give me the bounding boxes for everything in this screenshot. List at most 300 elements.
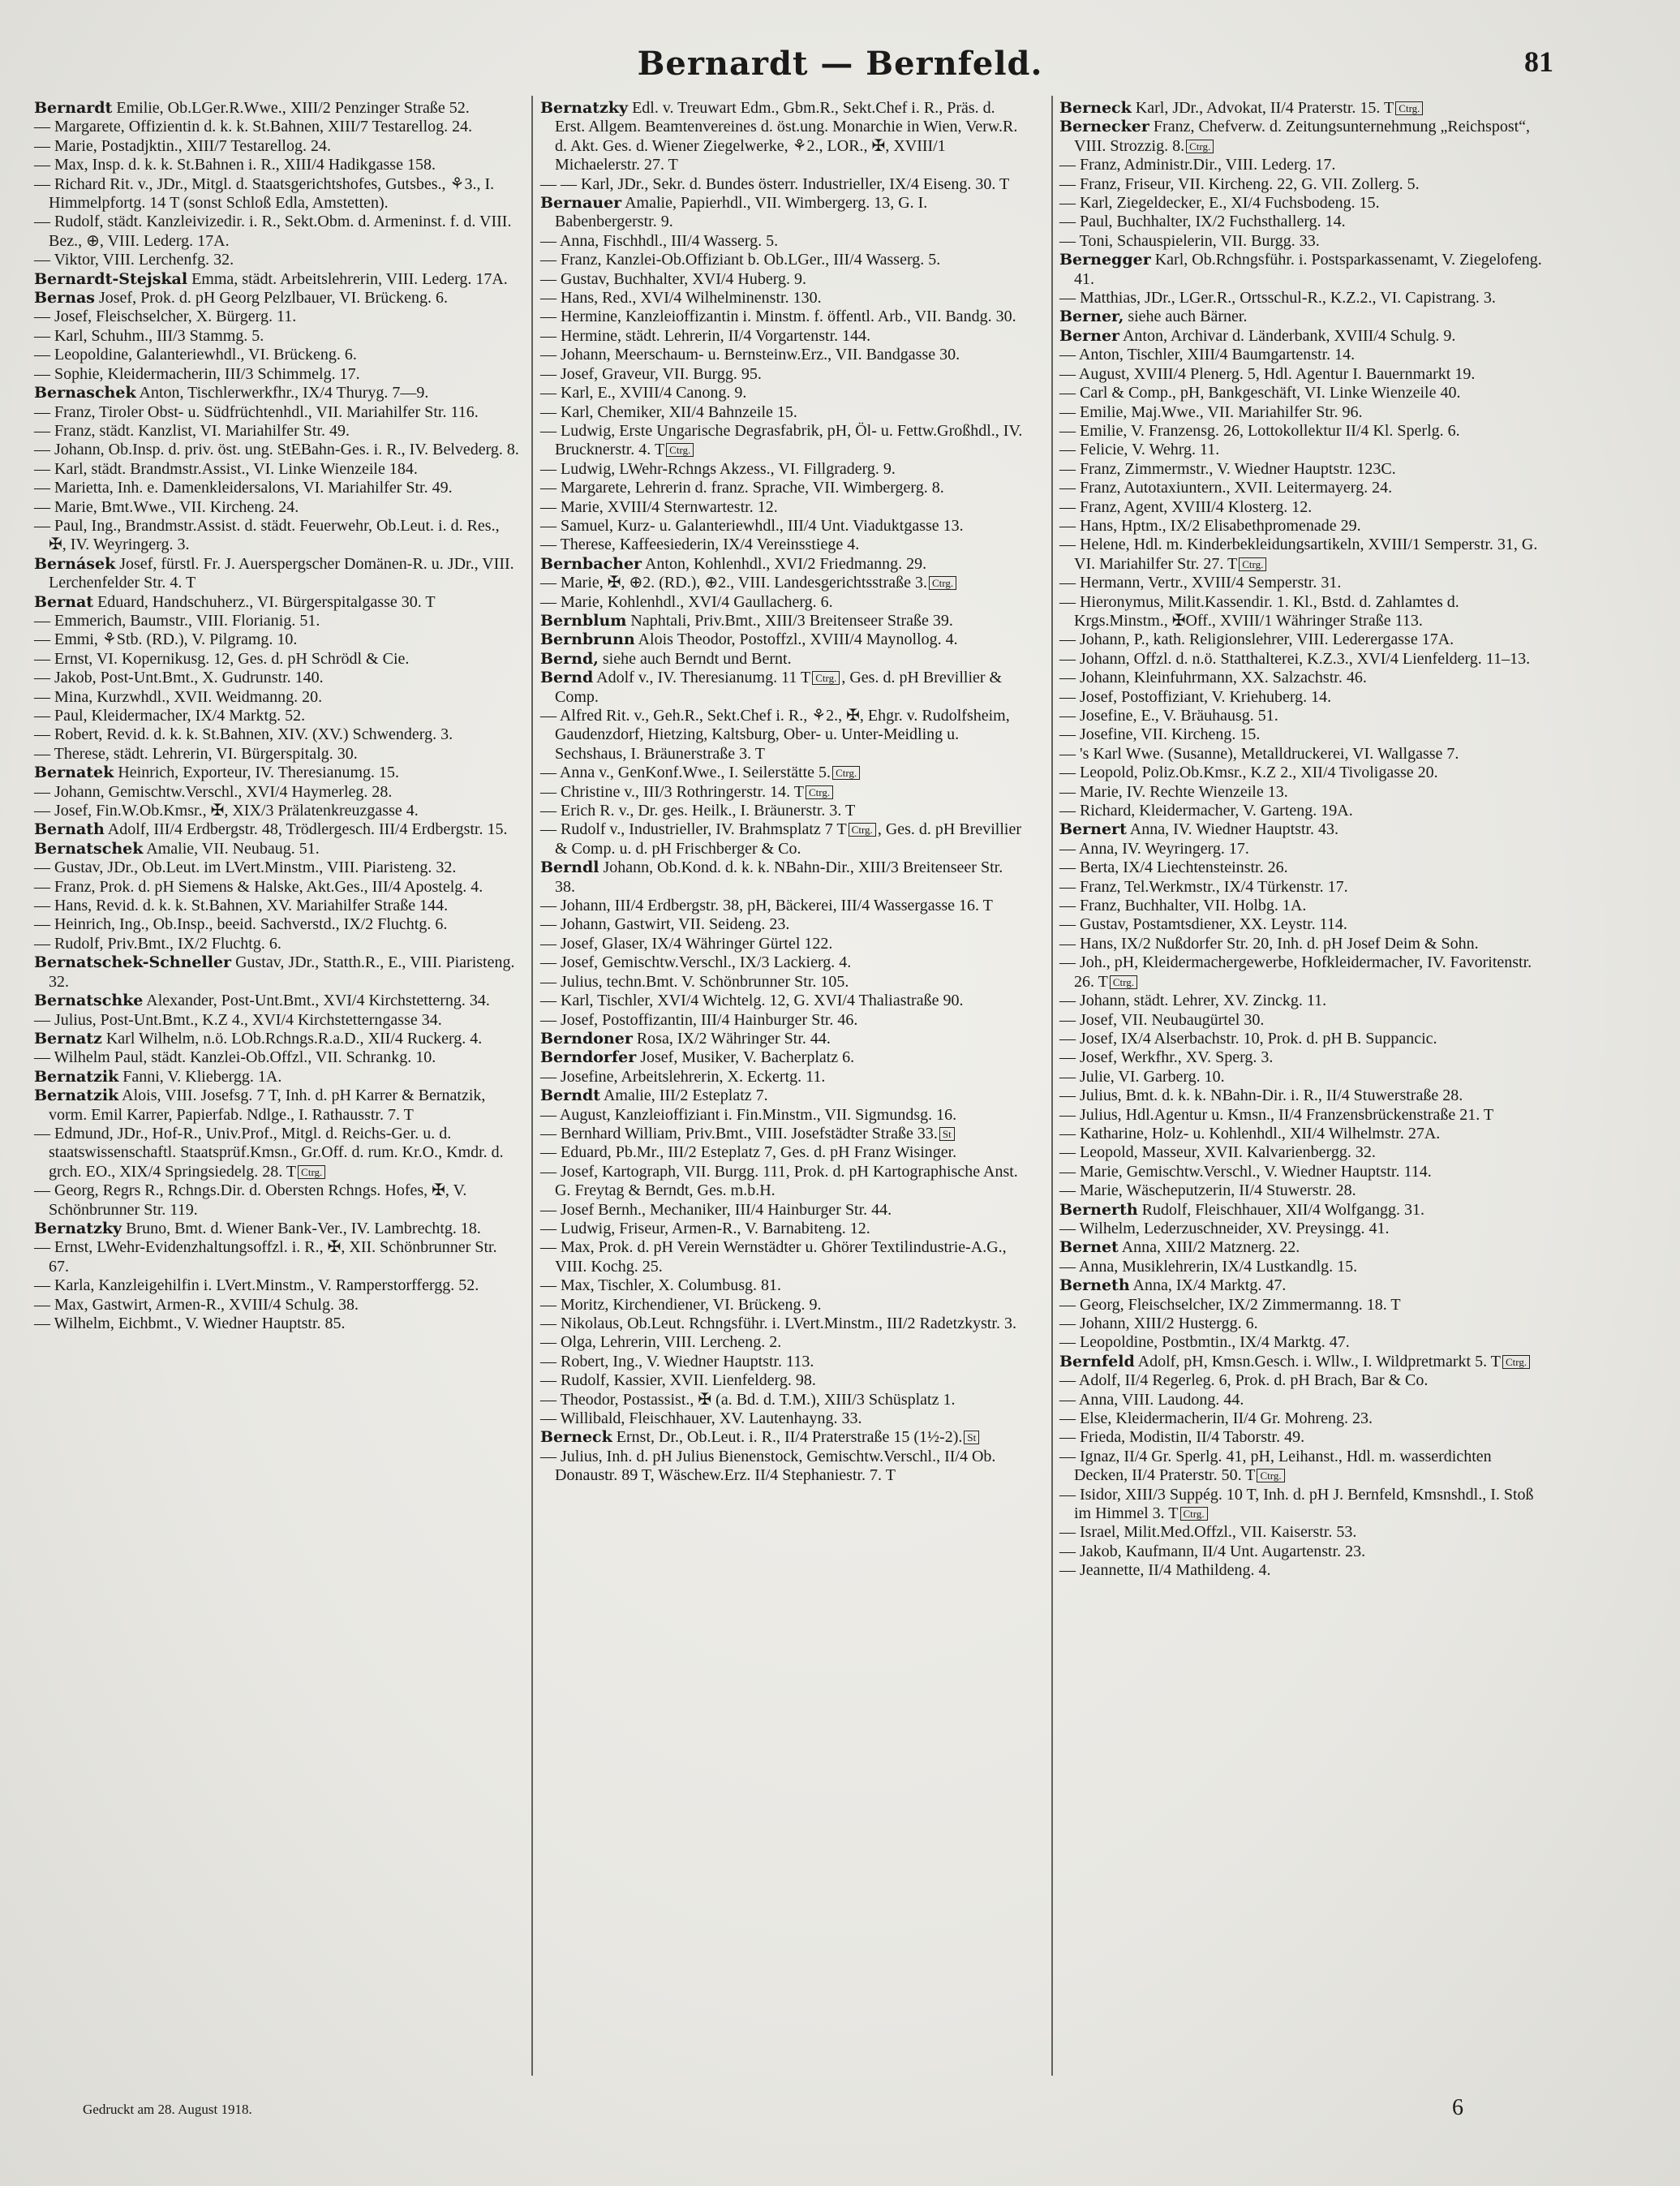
entry-text: — Rudolf v., Industrieller, IV. Brahmsplatz 7 T [540, 820, 847, 839]
entry-text: Bruno, Bmt. d. Wiener Bank-Ver., IV. Lambrechtg. 18. [122, 1219, 481, 1237]
directory-entry [1059, 878, 1546, 897]
entry-text: — Johann, Meerschaum- u. Bernsteinw.Erz., VII. Bandgasse 30. [540, 346, 960, 364]
entry-text: Adolf v., IV. Theresianumg. 11 T [593, 669, 811, 687]
entry-text: — Therese, städt. Lehrerin, VI. Bürgerspitalg. 30. [34, 744, 358, 763]
directory-entry [540, 1068, 1027, 1087]
entry-surname: Bernardt-Stejskal [34, 269, 188, 288]
entry-text: — Emilie, V. Franzensg. 26, Lottokollektur II/4 Kl. Sperlg. 6. [1059, 421, 1460, 440]
entry-text: — Israel, Milit.Med.Offzl., VII. Kaiserstr. 53. [1059, 1523, 1357, 1542]
directory-entry [540, 1106, 1027, 1125]
directory-entry [34, 118, 521, 136]
directory-entry [1059, 1238, 1546, 1257]
entry-text: — Johann, Offzl. d. n.ö. Statthalterei, K.Z.3., XVI/4 Lienfelderg. 11–13. [1059, 649, 1531, 668]
entry-text: Anton, Kohlenhdl., XVI/2 Friedmanng. 29. [642, 554, 927, 573]
directory-entry [1059, 118, 1546, 156]
entry-text: — Joh., pH, Kleidermachergewerbe, Hofkleidermacher, IV. Favoritenstr. 26. T [1059, 953, 1532, 991]
directory-entry [540, 669, 1027, 707]
entry-text-continued: , Ges. d. pH Brevillier & Comp. [555, 669, 1003, 706]
directory-entry [34, 745, 521, 764]
directory-entry [1059, 1353, 1546, 1371]
entry-text: Alexander, Post-Unt.Bmt., XVI/4 Kirchstetterng. 34. [143, 992, 490, 1010]
entry-text: Alois, VIII. Josefsg. 7 T, Inh. d. pH Karrer & Bernatzik, vorm. Emil Karrer, Papierfab. Ndlge., I. Rathausstr. 7. T [49, 1087, 486, 1124]
entry-text: — Gustav, Buchhalter, XVI/4 Huberg. 9. [540, 269, 807, 288]
entry-surname: Bernbacher [540, 554, 642, 573]
directory-entry [1059, 403, 1546, 422]
directory-entry [1059, 346, 1546, 364]
directory-entry [34, 783, 521, 802]
entry-surname: Bernatzky [34, 1219, 122, 1237]
entry-text-continued: , Ges. d. pH Brevillier & Comp. u. d. pH Frischberger & Co. [555, 820, 1021, 858]
entry-text: — Olga, Lehrerin, VIII. Lercheng. 2. [540, 1333, 782, 1352]
directory-entry [540, 1125, 1027, 1143]
entry-text: — Rudolf, Kassier, XVII. Lienfelderg. 98. [540, 1371, 816, 1390]
directory-entry [1059, 1391, 1546, 1409]
directory-entry [540, 707, 1027, 764]
entry-text: — Robert, Ing., V. Wiedner Hauptstr. 113. [540, 1352, 814, 1371]
entry-text: — — Karl, JDr., Sekr. d. Bundes österr. Industrieller, IX/4 Eiseng. 30. T [540, 174, 1010, 193]
directory-entry [1059, 669, 1546, 687]
directory-entry [34, 99, 521, 118]
entry-text: — Josef, Werkfhr., XV. Sperg. 3. [1059, 1048, 1274, 1067]
directory-entry [540, 1315, 1027, 1333]
directory-entry [34, 1011, 521, 1030]
directory-entry [1059, 289, 1546, 308]
entry-text: — Johann, Kleinfuhrmann, XX. Salzachstr. 46. [1059, 669, 1367, 687]
entry-surname: Berndt [540, 1087, 601, 1105]
entry-text: — Alfred Rit. v., Geh.R., Sekt.Chef i. R., ⚘2., ✠, Ehgr. v. Rudolfsheim, Gaudenzdorf, Hietzing, Kaltsburg, Ober- u. Unter-Meidling u. Sechshaus, I. Bräunerstraße 3. T [540, 707, 1010, 763]
entry-surname: Bernatzik [34, 1087, 119, 1105]
directory-entry [1059, 99, 1546, 118]
entry-text: — Franz, Friseur, VII. Kircheng. 22, G. VII. Zollerg. 5. [1059, 174, 1420, 193]
entry-text: — Emmi, ⚘Stb. (RD.), V. Pilgramg. 10. [34, 630, 298, 649]
directory-entry [34, 156, 521, 174]
entry-surname: Bernert [1059, 820, 1127, 839]
directory-entry [34, 650, 521, 669]
entry-text: — Julius, Post-Unt.Bmt., K.Z 4., XVI/4 Kirchstetterngasse 34. [34, 1010, 442, 1029]
entry-surname: Bernatzky [540, 99, 629, 117]
entry-text: — Carl & Comp., pH, Bankgeschäft, VI. Linke Wienzeile 40. [1059, 384, 1461, 402]
directory-entry [540, 1143, 1027, 1162]
directory-entry [540, 1371, 1027, 1390]
entry-text: — Hans, Revid. d. k. k. St.Bahnen, XV. Mariahilfer Straße 144. [34, 897, 449, 915]
entry-text: — Hieronymus, Milit.Kassendir. 1. Kl., Bstd. d. Zahlamtes d. Krgs.Minstm., ✠Off., XVIII/1 Währinger Straße 113. [1059, 592, 1459, 630]
directory-entry [540, 1448, 1027, 1486]
entry-text: — Karl, Chemiker, XII/4 Bahnzeile 15. [540, 402, 797, 421]
entry-text: — Emilie, Maj.Wwe., VII. Mariahilfer Str. 96. [1059, 402, 1363, 421]
directory-entry [34, 498, 521, 517]
page-footer [0, 2095, 1680, 2150]
directory-entry [540, 1409, 1027, 1428]
entry-text: — Ludwig, Friseur, Armen-R., V. Barnabiteng. 12. [540, 1219, 870, 1237]
entry-text: — Anton, Tischler, XIII/4 Baumgartenstr. 14. [1059, 346, 1356, 364]
entry-text: siehe auch Berndt und Bernt. [598, 649, 792, 668]
directory-entry [34, 915, 521, 934]
entry-text: — Richard, Kleidermacher, V. Garteng. 19A. [1059, 802, 1353, 820]
entry-surname: Bernblum [540, 611, 627, 630]
entry-text: — Gustav, Postamtsdiener, XX. Leystr. 114. [1059, 915, 1347, 934]
directory-entry [1059, 1486, 1546, 1524]
entry-text: Karl, JDr., Advokat, II/4 Praterstr. 15. T [1131, 99, 1394, 117]
entry-badge: St [964, 1431, 979, 1444]
directory-entry [540, 1353, 1027, 1371]
entry-text: — Wilhelm, Eichbmt., V. Wiedner Hauptstr. 85. [34, 1315, 346, 1332]
directory-entry [540, 820, 1027, 858]
entry-surname: Bernas [34, 289, 95, 308]
directory-entry [540, 1276, 1027, 1295]
directory-entry [540, 1087, 1027, 1105]
directory-entry [34, 517, 521, 555]
entry-text: — Margarete, Offizientin d. k. k. St.Bahnen, XIII/7 Testarellog. 24. [34, 118, 473, 136]
entry-surname: Bernd [540, 669, 594, 687]
directory-entry [1059, 1258, 1546, 1276]
directory-entry [540, 1030, 1027, 1048]
directory-entry [1059, 156, 1546, 174]
directory-entry [34, 308, 521, 326]
directory-entry [1059, 327, 1546, 346]
entry-text: — Helene, Hdl. m. Kinderbekleidungsartikeln, XVIII/1 Semperstr. 31, G. VI. Mariahilfer Str. 27. T [1059, 536, 1538, 573]
directory-entry [34, 270, 521, 289]
entry-text: — Franz, Zimmermstr., V. Wiedner Hauptstr. 123C. [1059, 459, 1396, 478]
directory-entry [1059, 630, 1546, 649]
entry-text: — Matthias, JDr., LGer.R., Ortsschul-R., K.Z.2., VI. Capistrang. 3. [1059, 289, 1496, 308]
directory-entry [1059, 745, 1546, 764]
entry-surname: Bernásek [34, 554, 116, 573]
entry-text: — Moritz, Kirchendiener, VI. Brückeng. 9. [540, 1295, 822, 1314]
directory-entry [540, 1048, 1027, 1067]
entry-text: — Erich R. v., Dr. ges. Heilk., I. Bräunerstr. 3. T [540, 802, 856, 820]
directory-entry [34, 346, 521, 364]
directory-entry [34, 1276, 521, 1295]
entry-text: Emma, städt. Arbeitslehrerin, VIII. Lederg. 17A. [187, 269, 508, 288]
entry-text: — Johann, XIII/2 Hustergg. 6. [1059, 1315, 1258, 1332]
directory-column-2 [540, 99, 1027, 1486]
entry-text: — Josef, Glaser, IX/4 Währinger Gürtel 122. [540, 934, 833, 953]
directory-entry [540, 1238, 1027, 1276]
directory-entry [540, 403, 1027, 422]
entry-text: — Marie, Wäscheputzerin, II/4 Stuwerstr. 28. [1059, 1181, 1356, 1200]
directory-entry [1059, 783, 1546, 802]
entry-text: — Hans, IX/2 Nußdorfer Str. 20, Inh. d. pH Josef Deim & Sohn. [1059, 934, 1479, 953]
column-divider [1051, 96, 1053, 2076]
directory-entry [34, 764, 521, 782]
entry-text: — Josef, Gemischtw.Verschl., IX/3 Lackierg. 4. [540, 953, 852, 972]
entry-text: Johann, Ob.Kond. d. k. k. NBahn-Dir., XIII/3 Breitenseer Str. 38. [555, 858, 1003, 896]
entry-text: Karl Wilhelm, n.ö. LOb.Rchngs.R.a.D., XII/4 Ruckerg. 4. [101, 1029, 483, 1048]
directory-entry [34, 1296, 521, 1315]
directory-entry [1059, 574, 1546, 592]
directory-entry [1059, 725, 1546, 744]
entry-text: — Rudolf, städt. Kanzleivizedir. i. R., Sekt.Obm. d. Armeninst. f. d. VIII. Bez., ⊕, VIII. Lederg. 17A. [34, 213, 512, 250]
directory-column-3 [1059, 99, 1546, 1581]
entry-text: Heinrich, Exporteur, IV. Theresianumg. 15. [114, 764, 400, 782]
directory-entry [540, 422, 1027, 460]
entry-badge: Ctrg. [849, 823, 876, 837]
directory-entry [1059, 1333, 1546, 1352]
entry-text: — Georg, Regrs R., Rchngs.Dir. d. Obersten Rchngs. Hofes, ✠, V. Schönbrunner Str. 119. [34, 1181, 467, 1219]
directory-entry [540, 175, 1027, 194]
directory-entry [540, 1333, 1027, 1352]
directory-entry [1059, 593, 1546, 631]
entry-text: — Marie, Bmt.Wwe., VII. Kircheng. 24. [34, 497, 299, 516]
directory-entry [540, 346, 1027, 364]
directory-entry [1059, 1409, 1546, 1428]
directory-entry [1059, 251, 1546, 289]
entry-text: Edl. v. Treuwart Edm., Gbm.R., Sekt.Chef i. R., Präs. d. Erst. Allgem. Beamtenvereines d. öst.ung. Monarchie in Wien, Verw.R. d. Akt. Ges. d. Wiener Ziegelwerke, ⚘2., LOR., ✠, XVIII/1 Michaelerstr. 27. T [555, 99, 1018, 174]
entry-text: — Anna, VIII. Laudong. 44. [1059, 1390, 1244, 1409]
entry-text: — Franz, Prok. d. pH Siemens & Halske, Akt.Ges., III/4 Apostelg. 4. [34, 877, 483, 896]
entry-text: — 's Karl Wwe. (Susanne), Metalldruckerei, VI. Wallgasse 7. [1059, 744, 1459, 763]
entry-text: — Josef, Kartograph, VII. Burgg. 111, Prok. d. pH Kartographische Anst. G. Freytag & Berndt, Ges. m.b.H. [540, 1162, 1018, 1200]
directory-entry [540, 479, 1027, 497]
entry-text: — Josefine, VII. Kircheng. 15. [1059, 725, 1261, 744]
entry-text: Rosa, IX/2 Währinger Str. 44. [632, 1029, 831, 1048]
directory-entry [1059, 1296, 1546, 1315]
entry-text: — Leopoldine, Galanteriewhdl., VI. Brückeng. 6. [34, 346, 357, 364]
directory-entry [540, 858, 1027, 897]
directory-entry [1059, 840, 1546, 858]
entry-text: — Anna, IV. Weyringerg. 17. [1059, 839, 1249, 858]
directory-entry [34, 802, 521, 820]
entry-text: — Felicie, V. Wehrg. 11. [1059, 441, 1220, 459]
directory-entry [34, 1030, 521, 1048]
entry-text: — Anna v., GenKonf.Wwe., I. Seilerstätte 5. [540, 764, 831, 782]
directory-entry [34, 213, 521, 251]
entry-text: Alois Theodor, Postoffzl., XVIII/4 Maynollog. 4. [634, 630, 958, 649]
directory-entry [540, 365, 1027, 384]
directory-entry [540, 251, 1027, 269]
entry-text: — Julius, Inh. d. pH Julius Bienenstock, Gemischtw.Verschl., II/4 Ob. Donaustr. 89 T, Wäschew.Erz. II/4 Stephaniestr. 7. T [540, 1447, 996, 1485]
entry-text: — Gustav, JDr., Ob.Leut. im LVert.Minstm., VIII. Piaristeng. 32. [34, 858, 457, 877]
directory-entry [540, 498, 1027, 517]
entry-text: — Josef, Fin.W.Ob.Kmsr., ✠, XIX/3 Prälatenkreuzgasse 4. [34, 802, 419, 820]
entry-text: — Karl, städt. Brandmstr.Assist., VI. Linke Wienzeile 184. [34, 459, 418, 478]
entry-text: Josef, Prok. d. pH Georg Pelzlbauer, VI. Brückeng. 6. [94, 289, 449, 308]
directory-entry [540, 973, 1027, 992]
entry-text: — Hermann, Vertr., XVIII/4 Semperstr. 31. [1059, 574, 1342, 592]
directory-entry [34, 460, 521, 479]
entry-badge: Ctrg. [832, 766, 860, 780]
directory-entry [34, 1048, 521, 1067]
page-title: Bernardt — Bernfeld. [637, 45, 1043, 83]
entry-text: — Toni, Schauspielerin, VII. Burgg. 33. [1059, 231, 1320, 250]
directory-entry [540, 536, 1027, 554]
directory-entry [540, 99, 1027, 175]
entry-badge: Ctrg. [812, 671, 840, 685]
directory-entry [1059, 935, 1546, 953]
entry-text: Rudolf, Fleischhauer, XII/4 Wolfgangg. 31. [1137, 1200, 1424, 1219]
directory-entry [1059, 802, 1546, 820]
directory-entry [1059, 1143, 1546, 1162]
directory-entry [1059, 213, 1546, 231]
entry-surname: Berneth [1059, 1276, 1130, 1295]
directory-entry [34, 858, 521, 877]
entry-badge: Ctrg. [1239, 557, 1266, 571]
column-divider [531, 96, 533, 2076]
entry-text: — Franz, Kanzlei-Ob.Offiziant b. Ob.LGer., III/4 Wasserg. 5. [540, 251, 941, 269]
entry-text: — Marie, Gemischtw.Verschl., V. Wiedner Hauptstr. 114. [1059, 1162, 1432, 1181]
directory-entry [540, 1011, 1027, 1030]
directory-entry [540, 630, 1027, 649]
directory-entry [34, 897, 521, 915]
page-number: 81 [1524, 45, 1553, 78]
directory-entry [1059, 1106, 1546, 1125]
entry-text: — Karl, Schuhm., III/3 Stammg. 5. [34, 326, 264, 345]
entry-surname: Bernecker [1059, 118, 1149, 136]
directory-entry [540, 935, 1027, 953]
entry-text: — Else, Kleidermacherin, II/4 Gr. Mohreng. 23. [1059, 1409, 1373, 1428]
entry-text: — Jakob, Kaufmann, II/4 Unt. Augartenstr. 23. [1059, 1542, 1366, 1560]
directory-entry [540, 764, 1027, 782]
entry-text: — Mina, Kurzwhdl., XVII. Weidmanng. 20. [34, 687, 323, 706]
entry-text: — Josef, Graveur, VII. Burgg. 95. [540, 364, 762, 383]
directory-entry [1059, 1276, 1546, 1295]
directory-entry [34, 992, 521, 1010]
directory-entry [1059, 820, 1546, 839]
directory-entry [540, 1163, 1027, 1201]
directory-entry [1059, 175, 1546, 194]
entry-text: Josef, fürstl. Fr. J. Auerspergscher Domänen-R. u. JDr., VIII. Lerchenfelder Str. 4. T [49, 554, 514, 592]
entry-surname: Berner, [1059, 308, 1124, 326]
entry-text: — Julius, techn.Bmt. V. Schönbrunner Str. 105. [540, 972, 849, 991]
entry-text: — Franz, Buchhalter, VII. Holbg. 1A. [1059, 897, 1307, 915]
entry-text: — Hermine, Kanzleioffizantin i. Minstm. f. öffentl. Arb., VII. Bandg. 30. [540, 308, 1016, 326]
directory-entry [34, 688, 521, 707]
directory-entry [34, 953, 521, 992]
directory-entry [1059, 365, 1546, 384]
entry-text: — Karl, Tischler, XVI/4 Wichtelg. 12, G. XVI/4 Thaliastraße 90. [540, 992, 964, 1010]
directory-entry [34, 630, 521, 649]
directory-entry [34, 555, 521, 593]
entry-text: Fanni, V. Kliebergg. 1A. [118, 1067, 282, 1086]
entry-text: — Christine v., III/3 Rothringerstr. 14. T [540, 782, 804, 801]
entry-text: — Ernst, VI. Kopernikusg. 12, Ges. d. pH Schrödl & Cie. [34, 649, 410, 668]
directory-entry [1059, 498, 1546, 517]
directory-entry [1059, 1428, 1546, 1447]
directory-entry [1059, 1220, 1546, 1238]
entry-text: — Franz, städt. Kanzlist, VI. Mariahilfer Str. 49. [34, 421, 350, 440]
entry-surname: Bernet [1059, 1238, 1119, 1257]
entry-text: — Ernst, LWehr-Evidenzhaltungsoffzl. i. R., ✠, XII. Schönbrunner Str. 67. [34, 1238, 497, 1276]
directory-entry [34, 707, 521, 725]
entry-text: — Adolf, II/4 Regerleg. 6, Prok. d. pH Brach, Bar & Co. [1059, 1371, 1429, 1390]
entry-text: — Max, Prok. d. pH Verein Wernstädter u. Ghörer Textilindustrie-A.G., VIII. Kochg. 25. [540, 1238, 1007, 1276]
entry-text: — Marie, Postadjktin., XIII/7 Testarellog. 24. [34, 136, 331, 155]
entry-text: — Bernhard William, Priv.Bmt., VIII. Josefstädter Straße 33. [540, 1124, 938, 1142]
entry-text: Adolf, III/4 Erdbergstr. 48, Trödlergesch. III/4 Erdbergstr. 15. [104, 820, 508, 839]
directory-entry [1059, 479, 1546, 497]
entry-text: Anna, XIII/2 Matznerg. 22. [1118, 1238, 1300, 1257]
directory-column-1 [34, 99, 521, 1333]
directory-entry [1059, 1125, 1546, 1143]
directory-entry [1059, 1068, 1546, 1087]
directory-entry [34, 1125, 521, 1181]
directory-entry [540, 289, 1027, 308]
directory-entry [34, 441, 521, 459]
directory-entry [540, 327, 1027, 346]
directory-entry [34, 1068, 521, 1087]
entry-text: — Wilhelm Paul, städt. Kanzlei-Ob.Offzl., VII. Schrankg. 10. [34, 1048, 436, 1067]
entry-text: — Marie, Kohlenhdl., XVI/4 Gaullacherg. 6. [540, 592, 833, 611]
entry-surname: Bernat [34, 592, 94, 611]
entry-text: — Georg, Fleischselcher, IX/2 Zimmermanng. 18. T [1059, 1295, 1401, 1314]
directory-entry [1059, 1315, 1546, 1333]
entry-text: — Karla, Kanzleigehilfin i. LVert.Minstm., V. Ramperstorffergg. 52. [34, 1276, 479, 1295]
entry-text: Anna, IX/4 Marktg. 47. [1129, 1276, 1287, 1295]
entry-text: — Josef, VII. Neubaugürtel 30. [1059, 1010, 1265, 1029]
directory-entry [540, 384, 1027, 402]
directory-entry [1059, 707, 1546, 725]
entry-text: — Robert, Revid. d. k. k. St.Bahnen, XIV. (XV.) Schwenderg. 3. [34, 725, 453, 744]
directory-entry [540, 612, 1027, 630]
entry-surname: Berndoner [540, 1029, 633, 1048]
entry-text: — Julie, VI. Garberg. 10. [1059, 1067, 1225, 1086]
directory-entry [1059, 1371, 1546, 1390]
directory-entry [540, 1201, 1027, 1220]
directory-entry [34, 384, 521, 402]
directory-entry [1059, 650, 1546, 669]
entry-text: — Isidor, XIII/3 Suppég. 10 T, Inh. d. pH J. Bernfeld, Kmsnshdl., I. Stoß im Himmel 3. T [1059, 1485, 1534, 1523]
entry-text: — Hermine, städt. Lehrerin, II/4 Vorgartenstr. 144. [540, 326, 871, 345]
entry-text: — Franz, Tel.Werkmstr., IX/4 Türkenstr. 17. [1059, 877, 1348, 896]
entry-text: Franz, Chefverw. d. Zeitungsunternehmung „Reichspost“, VIII. Strozzig. 8. [1074, 118, 1531, 155]
entry-text: — Josef, Fleischselcher, X. Bürgerg. 11. [34, 308, 297, 326]
print-date-note: Gedruckt am 28. August 1918. [83, 2102, 252, 2117]
directory-entry [1059, 232, 1546, 251]
entry-text: Karl, Ob.Rchngsführ. i. Postsparkassenamt, V. Ziegelofeng. 41. [1074, 251, 1542, 288]
entry-text: — Paul, Ing., Brandmstr.Assist. d. städt. Feuerwehr, Ob.Leut. i. d. Res., ✠, IV. Weyringerg. 3. [34, 516, 500, 554]
entry-text: — Leopold, Masseur, XVII. Kalvarienbergg. 32. [1059, 1143, 1376, 1162]
entry-surname: Bernatschek-Schneller [34, 953, 232, 972]
entry-badge: Ctrg. [1395, 101, 1423, 115]
entry-text: — Josef, IX/4 Alserbachstr. 10, Prok. d. pH B. Suppancic. [1059, 1029, 1437, 1048]
entry-text: — Johann, städt. Lehrer, XV. Zinckg. 11. [1059, 992, 1327, 1010]
directory-entry [1059, 915, 1546, 934]
directory-entry [540, 650, 1027, 669]
entry-badge: Ctrg. [1110, 975, 1137, 989]
entry-text: — Max, Gastwirt, Armen-R., XVIII/4 Schulg. 38. [34, 1295, 359, 1314]
directory-entry [1059, 308, 1546, 326]
page-header [0, 45, 1680, 93]
entry-surname: Bernatz [34, 1029, 102, 1048]
entry-text: Amalie, VII. Neubaug. 51. [143, 839, 320, 858]
entry-text: — Karl, E., XVIII/4 Canong. 9. [540, 384, 747, 402]
directory-entry [34, 137, 521, 156]
entry-badge: Ctrg. [1502, 1355, 1530, 1369]
entry-text: Amalie, III/2 Esteplatz 7. [600, 1087, 768, 1105]
entry-surname: Bernardt [34, 99, 113, 117]
entry-text: — Emmerich, Baumstr., VIII. Florianig. 51. [34, 611, 320, 630]
entry-text: — Nikolaus, Ob.Leut. Rchngsführ. i. LVert.Minstm., III/2 Radetzkystr. 3. [540, 1315, 1016, 1332]
directory-entry [1059, 1561, 1546, 1580]
directory-entry [34, 593, 521, 612]
directory-entry [540, 915, 1027, 934]
directory-entry [540, 783, 1027, 802]
directory-entry [540, 232, 1027, 251]
entry-text: — Leopold, Poliz.Ob.Kmsr., K.Z 2., XII/4 Tivoligasse 20. [1059, 764, 1438, 782]
entry-text: — Jeannette, II/4 Mathildeng. 4. [1059, 1561, 1271, 1580]
entry-text: — Marietta, Inh. e. Damenkleidersalons, VI. Mariahilfer Str. 49. [34, 479, 453, 497]
directory-entry [540, 460, 1027, 479]
entry-text: — Eduard, Pb.Mr., III/2 Esteplatz 7, Ges. d. pH Franz Wisinger. [540, 1143, 957, 1162]
directory-entry [34, 327, 521, 346]
directory-entry [540, 802, 1027, 820]
entry-text: — Johann, Gastwirt, VII. Seideng. 23. [540, 915, 790, 934]
entry-text: — Jakob, Post-Unt.Bmt., X. Gudrunstr. 140. [34, 669, 324, 687]
entry-text: — Hans, Hptm., IX/2 Elisabethpromenade 29. [1059, 516, 1361, 535]
directory-entry [540, 1220, 1027, 1238]
entry-text: — Josef, Postoffiziant, V. Kriehuberg. 14. [1059, 687, 1332, 706]
directory-entry [34, 612, 521, 630]
